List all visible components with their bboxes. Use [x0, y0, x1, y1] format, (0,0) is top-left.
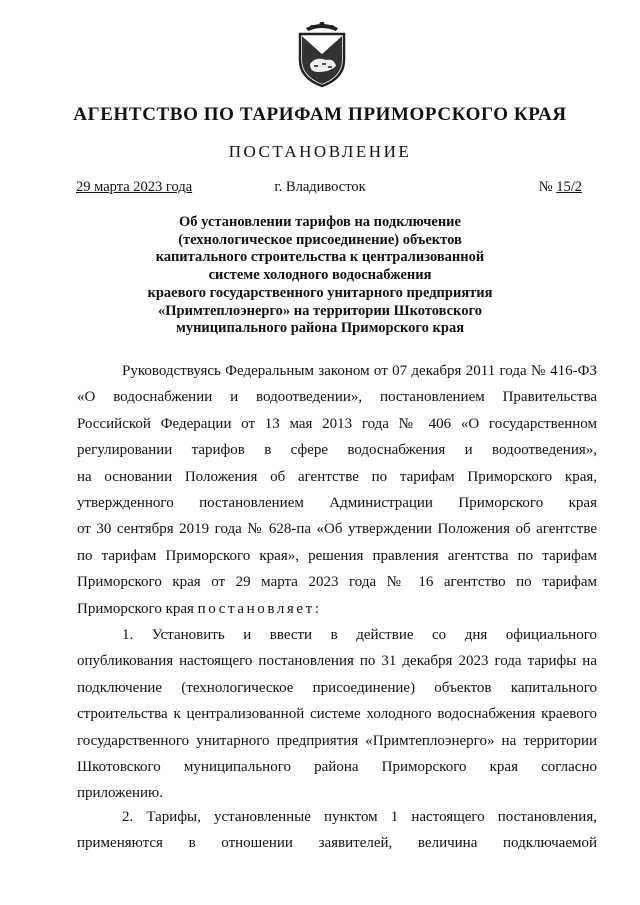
document-title	[140, 214, 500, 338]
item-1-line: Шкотовского муниципального района Приморского края согласно	[77, 759, 597, 776]
decree-line	[77, 596, 597, 622]
number-prefix: №	[538, 179, 557, 195]
title-line: краевого государственного унитарного предприятия	[147, 284, 493, 301]
coat-of-arms-icon	[296, 22, 348, 88]
preamble-line: от 30 сентября 2019 года № 628-па «Об утверждении Положения об агентстве	[77, 521, 597, 538]
item-1-line: строительства к централизованной системе холодного водоснабжения краевого	[77, 706, 597, 723]
item-1-line: государственного унитарного предприятия «Примтеплоэнерго» на территории	[77, 732, 597, 749]
preamble-paragraph	[77, 358, 597, 622]
item-1-line: приложению.	[77, 785, 164, 802]
preamble-line: Руководствуясь Федеральным законом от 07 декабря 2011 года № 416-ФЗ	[122, 363, 597, 379]
document-city: г. Владивосток	[274, 179, 366, 195]
preamble-line: по тарифам Приморского края», решения правления агентства по тарифам	[77, 547, 597, 564]
title-line: Об установлении тарифов на подключение	[179, 214, 461, 230]
document-type: ПОСТАНОВЛЕНИЕ	[228, 142, 412, 161]
document-number	[539, 179, 582, 196]
preamble-line: Российской Федерации от 13 мая 2013 года № 406 «О государственном	[77, 415, 597, 432]
item-2-line: применяются в отношении заявителей, величина подключаемой	[77, 835, 597, 852]
preamble-line: Приморского края от 29 марта 2023 года № 16 агентство по тарифам	[77, 574, 597, 591]
agency-name: АГЕНТСТВО ПО ТАРИФАМ ПРИМОРСКОГО КРАЯ	[73, 104, 567, 125]
title-line: «Примтеплоэнерго» на территории Шкотовского	[158, 302, 482, 319]
item-2-paragraph	[77, 804, 597, 857]
item-2-line: 2. Тарифы, установленные пунктом 1 настоящего постановления,	[122, 809, 597, 825]
preamble-line: на основании Положения об агентстве по тарифам Приморского края,	[77, 468, 597, 485]
title-line: муниципального района Приморского края	[175, 320, 465, 337]
item-1-line: подключение (технологическое присоединение) объектов капитального	[77, 679, 597, 696]
preamble-line: утвержденного постановлением Администрации Приморского края	[77, 495, 597, 512]
title-line: (технологическое присоединение) объектов	[178, 231, 462, 248]
title-line: системе холодного водоснабжения	[208, 267, 432, 284]
decree-intro: Приморского края	[77, 600, 198, 617]
document-date: 29 марта 2023 года	[76, 179, 193, 195]
preamble-line: «О водоснабжении и водоотведении», постановлением Правительства	[77, 389, 597, 406]
item-1-line: опубликования настоящего постановления по 31 декабря 2023 года тарифы на	[77, 653, 597, 670]
item-1-line: 1. Установить и ввести в действие со дня официального	[122, 627, 597, 643]
decree-word: постановляет:	[197, 600, 322, 617]
title-line: капитального строительства к централизованной	[155, 249, 485, 266]
preamble-line: регулировании тарифов в сфере водоснабжения и водоотведения»,	[77, 442, 597, 459]
item-1-paragraph	[77, 622, 597, 807]
number-value: 15/2	[556, 179, 582, 195]
